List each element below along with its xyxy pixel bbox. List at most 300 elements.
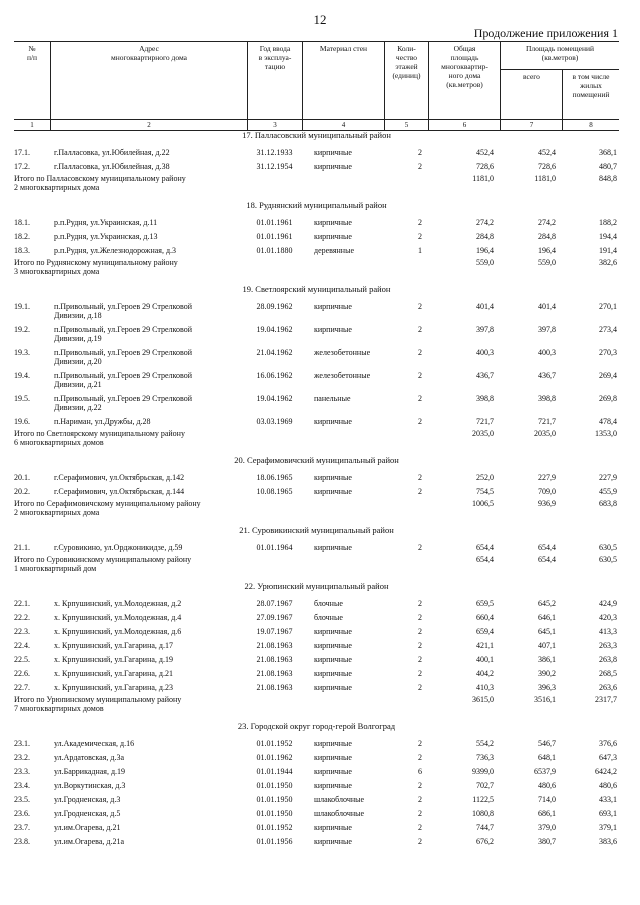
row-number: 19.3. [14, 348, 30, 357]
row-living-area: 413,3 [599, 627, 617, 636]
row-year: 27.09.1967 [256, 613, 293, 622]
row-address: г.Палласовка, ул.Юбилейная, д.38 [54, 162, 170, 171]
row-number: 22.6. [14, 669, 30, 678]
row-number: 21.1. [14, 543, 30, 552]
total-label: Итого по Палласовскому муниципальному району 2 многоквартирных дома [14, 174, 186, 192]
row-total-area: 702,7 [476, 781, 494, 790]
row-premises-area: 721,7 [538, 417, 556, 426]
row-year: 16.06.1962 [256, 371, 293, 380]
row-address: ул.Воркутинская, д.3 [54, 781, 126, 790]
row-total-area: 284,8 [476, 232, 494, 241]
row-material: деревянные [314, 246, 355, 255]
row-living-area: 270,3 [599, 348, 617, 357]
table-row [14, 417, 619, 426]
row-floors: 2 [418, 371, 422, 380]
row-address: ул.Гродненская, д.3 [54, 795, 121, 804]
section-total-row [14, 499, 619, 517]
row-year: 01.01.1964 [256, 543, 293, 552]
row-premises-area: 436,7 [538, 371, 556, 380]
table-row [14, 325, 619, 343]
row-address: х. Крпушинский, ул.Гагарина, д.21 [54, 669, 173, 678]
row-number: 23.2. [14, 753, 30, 762]
row-address: п.Нариман, ул.Дружбы, д.28 [54, 417, 151, 426]
table-row [14, 487, 619, 496]
header-address: Адрес многоквартирного дома [50, 42, 247, 120]
row-material: кирпичные [314, 767, 352, 776]
premises-area-sum: 3516,1 [534, 695, 556, 704]
row-material: кирпичные [314, 417, 352, 426]
table-row [14, 394, 619, 412]
row-premises-area: 227,9 [538, 473, 556, 482]
row-premises-area: 397,8 [538, 325, 556, 334]
section-total-row [14, 429, 619, 447]
row-total-area: 659,4 [476, 627, 494, 636]
table-row [14, 613, 619, 622]
row-floors: 2 [418, 302, 422, 311]
row-year: 31.12.1954 [256, 162, 293, 171]
row-premises-area: 646,1 [538, 613, 556, 622]
row-address: г.Серафимович, ул.Октябрьская, д.144 [54, 487, 185, 496]
row-premises-area: 645,1 [538, 627, 556, 636]
row-floors: 2 [418, 795, 422, 804]
row-living-area: 269,4 [599, 371, 617, 380]
row-year: 01.01.1944 [256, 767, 293, 776]
row-living-area: 433,1 [599, 795, 617, 804]
row-living-area: 376,6 [599, 739, 617, 748]
row-floors: 2 [418, 655, 422, 664]
row-number: 18.2. [14, 232, 30, 241]
table-row [14, 809, 619, 818]
row-number: 22.5. [14, 655, 30, 664]
row-floors: 1 [418, 246, 422, 255]
table-row [14, 627, 619, 636]
row-year: 19.07.1967 [256, 627, 293, 636]
page-number: 12 [313, 12, 327, 27]
total-label: Итого по Светлоярскому муниципальному району 6 многоквартирных домов [14, 429, 185, 447]
row-year: 01.01.1952 [256, 739, 293, 748]
section-total-row [14, 555, 619, 573]
row-floors: 2 [418, 325, 422, 334]
row-year: 10.08.1965 [256, 487, 293, 496]
header-year: Год ввода в эксплуа- тацию [247, 42, 302, 120]
section-title: 18. Руднянский муниципальный район [246, 200, 387, 210]
row-living-area: 379,1 [599, 823, 617, 832]
row-premises-area: 396,3 [538, 683, 556, 692]
column-number: 7 [500, 120, 562, 130]
row-address: х. Крпушинский, ул.Гагарина, д.19 [54, 655, 173, 664]
row-address: г.Палласовка, ул.Юбилейная, д.22 [54, 148, 170, 157]
row-living-area: 273,4 [599, 325, 617, 334]
row-material: шлакоблочные [314, 795, 365, 804]
header-number: № п/п [26, 44, 38, 62]
table-row [14, 753, 619, 762]
total-label: Итого по Серафимовичскому муниципальному району 2 многоквартирных дома [14, 499, 201, 517]
row-premises-area: 380,7 [538, 837, 556, 846]
table-row [14, 781, 619, 790]
row-premises-area: 379,0 [538, 823, 556, 832]
row-year: 01.01.1956 [256, 837, 293, 846]
row-premises-area: 386,1 [538, 655, 556, 664]
table-row [14, 837, 619, 846]
table-row [14, 641, 619, 650]
living-area-sum: 848,8 [599, 174, 617, 183]
row-address: х. Крпушинский, ул.Молодежная, д.4 [54, 613, 182, 622]
row-premises-area: 390,2 [538, 669, 556, 678]
row-premises-area: 400,3 [538, 348, 556, 357]
total-area-sum: 654,4 [476, 555, 494, 564]
row-material: железобетонные [314, 348, 371, 357]
table-row [14, 371, 619, 389]
row-address: р.п.Рудня, ул.Украинская, д.11 [54, 218, 158, 227]
row-total-area: 659,5 [476, 599, 494, 608]
row-living-area: 455,9 [599, 487, 617, 496]
section-total-row [14, 174, 619, 192]
table-row [14, 823, 619, 832]
row-material: кирпичные [314, 823, 352, 832]
table-row [14, 302, 619, 320]
row-number: 18.3. [14, 246, 30, 255]
row-year: 18.06.1965 [256, 473, 293, 482]
row-floors: 2 [418, 543, 422, 552]
row-year: 01.01.1950 [256, 809, 293, 818]
row-number: 23.4. [14, 781, 30, 790]
section-title: 21. Суровикинский муниципальный район [239, 525, 394, 535]
row-material: кирпичные [314, 669, 352, 678]
row-total-area: 754,5 [476, 487, 494, 496]
row-material: кирпичные [314, 148, 352, 157]
row-living-area: 269,8 [599, 394, 617, 403]
total-area-sum: 2035,0 [472, 429, 494, 438]
living-area-sum: 683,8 [599, 499, 617, 508]
row-total-area: 9399,0 [472, 767, 494, 776]
header-row [14, 41, 619, 120]
row-living-area: 647,3 [599, 753, 617, 762]
table-row [14, 218, 619, 227]
row-address: х. Крпушинский, ул.Гагарина, д.17 [54, 641, 173, 650]
row-material: кирпичные [314, 325, 352, 334]
row-year: 01.01.1950 [256, 781, 293, 790]
row-material: блочные [314, 613, 343, 622]
row-floors: 2 [418, 627, 422, 636]
row-total-area: 676,2 [476, 837, 494, 846]
row-total-area: 397,8 [476, 325, 494, 334]
row-address: х. Крпушинский, ул.Гагарина, д.23 [54, 683, 173, 692]
row-material: кирпичные [314, 739, 352, 748]
total-label: Итого по Суровикинскому муниципальному району 1 многоквартирный дом [14, 555, 192, 573]
row-premises-area: 274,2 [538, 218, 556, 227]
row-number: 19.6. [14, 417, 30, 426]
row-number: 23.1. [14, 739, 30, 748]
total-area-sum: 1181,0 [472, 174, 494, 183]
row-material: кирпичные [314, 543, 352, 552]
row-living-area: 188,2 [599, 218, 617, 227]
row-total-area: 660,4 [476, 613, 494, 622]
row-living-area: 480,6 [599, 781, 617, 790]
row-year: 28.09.1962 [256, 302, 293, 311]
row-living-area: 383,6 [599, 837, 617, 846]
premises-area-sum: 2035,0 [534, 429, 556, 438]
header-floors: Коли- чество этажей (единиц) [384, 42, 428, 120]
total-label: Итого по Урюпинскому муниципальному району 7 многоквартирных домов [14, 695, 182, 713]
row-total-area: 252,0 [476, 473, 494, 482]
row-year: 01.01.1880 [256, 246, 293, 255]
row-year: 19.04.1962 [256, 325, 293, 334]
row-floors: 2 [418, 348, 422, 357]
row-number: 19.4. [14, 371, 30, 380]
row-number: 22.3. [14, 627, 30, 636]
column-number: 1 [30, 121, 34, 129]
row-premises-area: 407,1 [538, 641, 556, 650]
row-number: 22.7. [14, 683, 30, 692]
row-floors: 2 [418, 837, 422, 846]
row-floors: 2 [418, 599, 422, 608]
row-living-area: 268,5 [599, 669, 617, 678]
row-year: 01.01.1962 [256, 753, 293, 762]
row-total-area: 400,1 [476, 655, 494, 664]
row-number: 23.8. [14, 837, 30, 846]
row-address: х. Крпушинский, ул.Молодежная, д.2 [54, 599, 182, 608]
row-year: 28.07.1967 [256, 599, 293, 608]
row-address: г.Суровикино, ул.Орджоникидзе, д.59 [54, 543, 183, 552]
row-total-area: 1122,5 [472, 795, 494, 804]
living-area-sum: 630,5 [599, 555, 617, 564]
row-address: п.Привольный, ул.Героев 29 Стрелковой Дивизии, д.20 [54, 348, 193, 366]
row-address: ул.Ардатовская, д.3а [54, 753, 125, 762]
continuation-label: Продолжение приложения 1 [473, 26, 618, 40]
row-material: кирпичные [314, 487, 352, 496]
row-living-area: 263,8 [599, 655, 617, 664]
row-total-area: 404,2 [476, 669, 494, 678]
row-year: 01.01.1950 [256, 795, 293, 804]
table-row [14, 232, 619, 241]
row-floors: 2 [418, 641, 422, 650]
row-year: 21.08.1963 [256, 655, 293, 664]
column-number: 4 [302, 120, 384, 130]
row-year: 01.01.1961 [256, 218, 293, 227]
row-living-area: 227,9 [599, 473, 617, 482]
row-material: железобетонные [314, 371, 371, 380]
section-title: 17. Палласовский муниципальный район [242, 130, 391, 140]
row-total-area: 452,4 [476, 148, 494, 157]
row-premises-area: 401,4 [538, 302, 556, 311]
row-material: панельные [314, 394, 351, 403]
table-row [14, 739, 619, 748]
row-premises-area: 645,2 [538, 599, 556, 608]
row-living-area: 263,6 [599, 683, 617, 692]
table-row [14, 543, 619, 552]
row-premises-area: 709,0 [538, 487, 556, 496]
row-living-area: 368,1 [599, 148, 617, 157]
table-row [14, 767, 619, 776]
header-total-area: Общая площадь многоквартир- ного дома (кв.метров) [428, 42, 500, 120]
table-row [14, 599, 619, 608]
section-total-row [14, 258, 619, 276]
row-living-area: 270,1 [599, 302, 617, 311]
row-address: ул.Баррикадная, д.19 [54, 767, 126, 776]
row-total-area: 421,1 [476, 641, 494, 650]
row-material: кирпичные [314, 218, 352, 227]
column-number: 3 [247, 120, 302, 130]
row-living-area: 420,3 [599, 613, 617, 622]
table-row [14, 162, 619, 171]
row-material: кирпичные [314, 473, 352, 482]
total-area-sum: 1006,5 [472, 499, 494, 508]
row-number: 22.4. [14, 641, 30, 650]
row-material: шлакоблочные [314, 809, 365, 818]
row-total-area: 274,2 [476, 218, 494, 227]
row-material: кирпичные [314, 627, 352, 636]
table-row [14, 655, 619, 664]
section-title: 20. Серафимовичский муниципальный район [234, 455, 399, 465]
header-material: Материал стен [302, 42, 384, 120]
row-total-area: 721,7 [476, 417, 494, 426]
row-living-area: 191,4 [599, 246, 617, 255]
row-year: 21.08.1963 [256, 669, 293, 678]
row-floors: 2 [418, 148, 422, 157]
row-living-area: 263,3 [599, 641, 617, 650]
row-floors: 6 [418, 767, 422, 776]
row-premises-area: 196,4 [538, 246, 556, 255]
row-address: ул.Академическая, д.16 [54, 739, 135, 748]
row-floors: 2 [418, 487, 422, 496]
row-living-area: 194,4 [599, 232, 617, 241]
section-title: 23. Городской округ город-герой Волгоград [237, 721, 396, 731]
row-total-area: 410,3 [476, 683, 494, 692]
row-material: кирпичные [314, 683, 352, 692]
column-number: 6 [428, 120, 500, 130]
row-number: 22.2. [14, 613, 30, 622]
table-row [14, 683, 619, 692]
row-address: п.Привольный, ул.Героев 29 Стрелковой Дивизии, д.18 [54, 302, 193, 320]
row-year: 21.08.1963 [256, 641, 293, 650]
row-material: кирпичные [314, 162, 352, 171]
row-year: 19.04.1962 [256, 394, 293, 403]
premises-area-sum: 654,4 [538, 555, 556, 564]
row-total-area: 1080,8 [472, 809, 494, 818]
row-total-area: 728,6 [476, 162, 494, 171]
row-floors: 2 [418, 669, 422, 678]
living-area-sum: 1353,0 [595, 429, 617, 438]
section-total-row [14, 695, 619, 713]
row-premises-area: 654,4 [538, 543, 556, 552]
row-year: 03.03.1969 [256, 417, 293, 426]
row-total-area: 436,7 [476, 371, 494, 380]
row-total-area: 736,3 [476, 753, 494, 762]
row-number: 18.1. [14, 218, 30, 227]
row-year: 21.08.1963 [256, 683, 293, 692]
row-address: р.п.Рудня, ул.Железнодорожная, д.3 [54, 246, 177, 255]
row-number: 22.1. [14, 599, 30, 608]
row-floors: 2 [418, 739, 422, 748]
total-label: Итого по Руднянскому муниципальному району 3 многоквартирных дома [14, 258, 178, 276]
row-premises-area: 398,8 [538, 394, 556, 403]
row-living-area: 6424,2 [595, 767, 617, 776]
row-premises-area: 6537,9 [534, 767, 556, 776]
row-year: 01.01.1952 [256, 823, 293, 832]
row-address: ул.им.Огарева, д.21 [54, 823, 121, 832]
row-floors: 2 [418, 394, 422, 403]
row-year: 21.04.1962 [256, 348, 293, 357]
row-material: кирпичные [314, 837, 352, 846]
row-premises-area: 452,4 [538, 148, 556, 157]
total-area-sum: 559,0 [476, 258, 494, 267]
row-year: 01.01.1961 [256, 232, 293, 241]
row-total-area: 398,8 [476, 394, 494, 403]
row-material: кирпичные [314, 753, 352, 762]
premises-area-sum: 559,0 [538, 258, 556, 267]
section-title: 19. Светлоярский муниципальный район [242, 284, 391, 294]
row-premises-area: 546,7 [538, 739, 556, 748]
row-floors: 2 [418, 218, 422, 227]
row-premises-area: 714,0 [538, 795, 556, 804]
row-floors: 2 [418, 162, 422, 171]
row-material: кирпичные [314, 641, 352, 650]
table-row [14, 246, 619, 255]
row-material: блочные [314, 599, 343, 608]
row-number: 23.6. [14, 809, 30, 818]
premises-area-sum: 1181,0 [534, 174, 556, 183]
row-number: 19.1. [14, 302, 30, 311]
row-total-area: 744,7 [476, 823, 494, 832]
column-number: 2 [50, 120, 247, 130]
row-year: 31.12.1933 [256, 148, 293, 157]
table-row [14, 795, 619, 804]
row-floors: 2 [418, 613, 422, 622]
row-number: 20.1. [14, 473, 30, 482]
row-address: х. Крпушинский, ул.Молодежная, д.6 [54, 627, 182, 636]
row-total-area: 400,3 [476, 348, 494, 357]
row-floors: 2 [418, 823, 422, 832]
row-number: 20.2. [14, 487, 30, 496]
row-premises-area: 648,1 [538, 753, 556, 762]
table-row [14, 669, 619, 678]
row-premises-area: 728,6 [538, 162, 556, 171]
row-premises-area: 480,6 [538, 781, 556, 790]
row-number: 19.2. [14, 325, 30, 334]
row-premises-area: 686,1 [538, 809, 556, 818]
living-area-sum: 2317,7 [595, 695, 617, 704]
row-number: 23.5. [14, 795, 30, 804]
row-address: ул.Гродненская, д.5 [54, 809, 121, 818]
row-living-area: 630,5 [599, 543, 617, 552]
table-row [14, 473, 619, 482]
table-row [14, 148, 619, 157]
section-title: 22. Урюпинский муниципальный район [244, 581, 389, 591]
row-material: кирпичные [314, 232, 352, 241]
column-number: 8 [562, 120, 619, 130]
table-row [14, 348, 619, 366]
row-floors: 2 [418, 473, 422, 482]
row-floors: 2 [418, 753, 422, 762]
row-floors: 2 [418, 809, 422, 818]
row-floors: 2 [418, 683, 422, 692]
row-address: ул.им.Огарева, д.21а [54, 837, 124, 846]
row-address: п.Привольный, ул.Героев 29 Стрелковой Дивизии, д.21 [54, 371, 193, 389]
row-living-area: 693,1 [599, 809, 617, 818]
row-floors: 2 [418, 781, 422, 790]
row-address: п.Привольный, ул.Героев 29 Стрелковой Дивизии, д.22 [54, 394, 193, 412]
row-number: 23.7. [14, 823, 30, 832]
row-material: кирпичные [314, 655, 352, 664]
living-area-sum: 382,6 [599, 258, 617, 267]
row-address: г.Серафимович, ул.Октябрьская, д.142 [54, 473, 185, 482]
header-premises-area: Площадь помещений (кв.метров) [500, 42, 619, 69]
row-living-area: 480,7 [599, 162, 617, 171]
row-material: кирпичные [314, 781, 352, 790]
row-number: 23.3. [14, 767, 30, 776]
premises-area-sum: 936,9 [538, 499, 556, 508]
header-premises-all: всего [500, 69, 562, 120]
